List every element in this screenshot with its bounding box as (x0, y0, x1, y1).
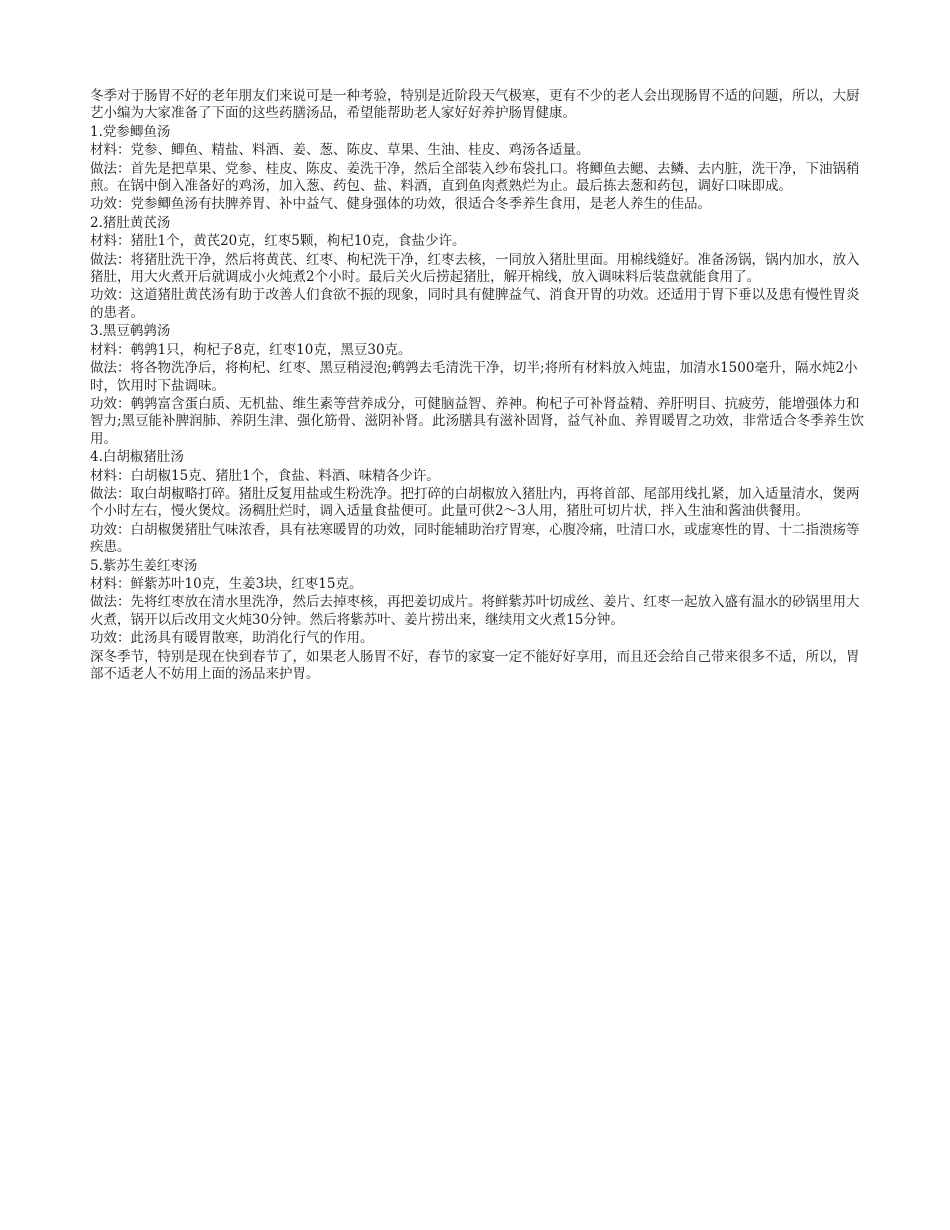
recipe-1-method: 做法：首先是把草果、党参、桂皮、陈皮、姜洗干净，然后全部装入纱布袋扎口。将鲫鱼去鳃、去鳞、去内脏，洗干净，下油锅稍煎。在锅中倒入准备好的鸡汤，加入葱、药包、盐、料酒，直到鱼肉煮熟烂为止。最后拣去葱和药包，调好口味即成。 (90, 160, 860, 195)
recipe-3-materials: 材料：鹌鹑1只，枸杞子8克，红枣10克，黑豆30克。 (90, 341, 412, 358)
recipe-2-method: 做法：将猪肚洗干净，然后将黄芪、红枣、枸杞洗干净，红枣去核，一同放入猪肚里面。用棉线缝好。准备汤锅，锅内加水，放入猪肚，用大火煮开后就调成小火炖煮2个小时。最后关火后捞起猪肚，解开棉线，放入调味料后装盘就能食用了。 (90, 251, 860, 286)
recipe-4-effect: 功效：白胡椒煲猪肚气味浓香，具有祛寒暖胃的功效，同时能辅助治疗胃寒，心腹冷痛，吐清口水，或虚寒性的胃、十二指溃疡等疾患。 (90, 521, 860, 556)
recipe-2-materials: 材料：猪肚1个，黄芪20克，红枣5颗，枸杞10克，食盐少许。 (90, 233, 466, 250)
recipe-4-method: 做法：取白胡椒略打碎。猪肚反复用盐或生粉洗净。把打碎的白胡椒放入猪肚内，再将首部、尾部用线扎紧，加入适量清水，煲两个小时左右，慢火煲炆。汤稠肚烂时，调入适量食盐便可。此量可供2～3人用，猪肚可切片状，拌入生油和酱油供餐用。 (90, 485, 860, 520)
recipe-1-title: 1.党参鲫鱼汤 (90, 123, 171, 140)
document-body (90, 88, 870, 684)
recipe-5-method: 做法：先将红枣放在清水里洗净，然后去掉枣核，再把姜切成片。将鲜紫苏叶切成丝、姜片、红枣一起放入盛有温水的砂锅里用大火煮，锅开以后改用文火炖30分钟。然后将紫苏叶、姜片捞出来，继续用文火煮15分钟。 (90, 594, 860, 628)
conclusion-paragraph: 深冬季节，特别是现在快到春节了，如果老人肠胃不好，春节的家宴一定不能好好享用，而且还会给自己带来很多不适，所以，胃部不适老人不妨用上面的汤品来护胃。 (90, 648, 860, 682)
recipe-5-materials: 材料：鲜紫苏叶10克，生姜3块，红枣15克。 (90, 575, 363, 592)
recipe-4-materials: 材料：白胡椒15克、猪肚1个，食盐、料酒、味精各少许。 (90, 467, 440, 484)
recipe-1-effect: 功效：党参鲫鱼汤有扶脾养胃、补中益气、健身强体的功效，很适合冬季养生食用，是老人养生的佳品。 (90, 196, 711, 213)
recipe-5-title: 5.紫苏生姜红枣汤 (90, 557, 198, 574)
recipe-4-title: 4.白胡椒猪肚汤 (90, 449, 184, 466)
recipe-3-effect: 功效：鹌鹑富含蛋白质、无机盐、维生素等营养成分，可健脑益智、养神。枸杞子可补肾益精、养肝明目、抗疲劳，能增强体力和智力;黑豆能补脾润肺、养阴生津、强化筋骨、滋阴补肾。此汤膳具有滋补固肾，益气补血、养胃暖胃之功效，非常适合冬季养生饮用。 (90, 395, 865, 447)
recipe-1-materials: 材料：党参、鲫鱼、精盐、料酒、姜、葱、陈皮、草果、生油、桂皮、鸡汤各适量。 (90, 142, 590, 159)
recipe-3-title: 3.黑豆鹌鹑汤 (90, 323, 171, 340)
intro-paragraph: 冬季对于肠胃不好的老年朋友们来说可是一种考验，特别是近阶段天气极寒，更有不少的老人会出现肠胃不适的问题，所以，大厨艺小编为大家准备了下面的这些药膳汤品，希望能帮助老人家好好养护肠胃健康。 (90, 88, 860, 122)
recipe-3-method: 做法：将各物洗净后，将枸杞、红枣、黑豆稍浸泡;鹌鹑去毛清洗干净，切半;将所有材料放入炖盅，加清水1500毫升，隔水炖2小时，饮用时下盐调味。 (90, 360, 858, 394)
recipe-2-title: 2.猪肚黄芪汤 (90, 214, 171, 231)
recipe-5-effect: 功效：此汤具有暖胃散寒，助消化行气的作用。 (90, 630, 374, 647)
recipe-2-effect: 功效：这道猪肚黄芪汤有助于改善人们食欲不振的现象，同时具有健脾益气、消食开胃的功效。还适用于胃下垂以及患有慢性胃炎的患者。 (90, 287, 860, 321)
